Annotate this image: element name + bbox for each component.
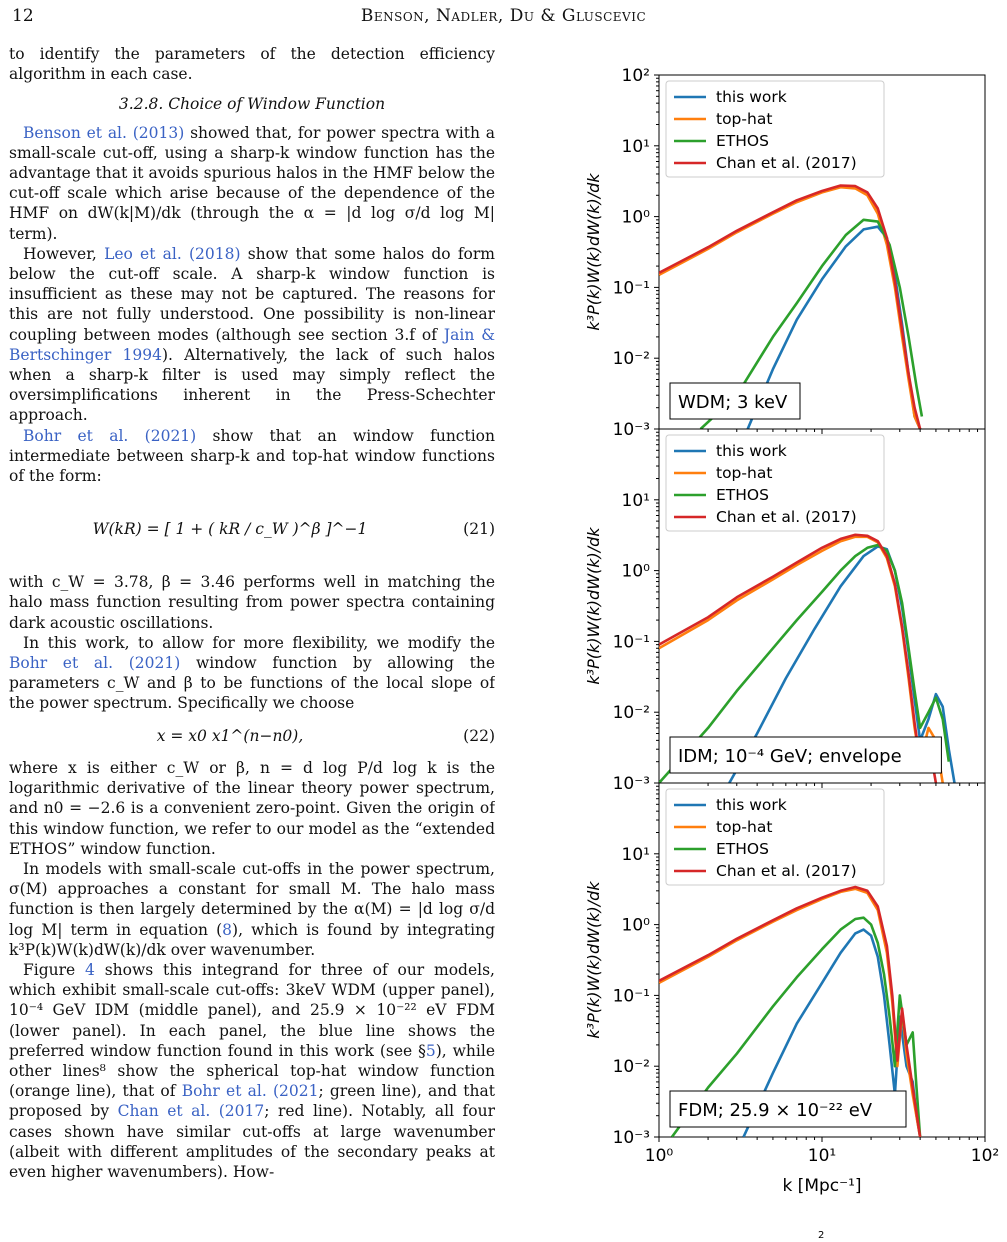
legend-entry: this work (716, 796, 787, 814)
paragraph-2-text-c: ). Alternatively, the lack of such halos when a sharp-k filter is used may simply reflect the oversimplifications inherent in the Press-Schechter approach. (9, 345, 495, 425)
paragraph-2 (9, 244, 495, 426)
citation-link[interactable]: Bohr et al. (2021) (9, 654, 181, 673)
legend-entry: Chan et al. (2017) (716, 154, 857, 172)
paragraph-8-text-c: ), while other lines⁸ show the spherical top-hat window function (orange line), that of (9, 1041, 495, 1101)
citation-link[interactable]: Bohr et al. (2021 (181, 1082, 319, 1101)
equation-21 (9, 498, 495, 560)
paragraph-4: with c_W = 3.78, β = 3.46 performs well in matching the halo mass function resulting from power spectra containing dark acoustic oscillations. (9, 573, 495, 632)
panel-label: FDM; 25.9 × 10⁻²² eV (678, 1100, 873, 1121)
y-tick-label: 10⁰ (621, 561, 650, 582)
y-tick-label: 10⁻³ (612, 774, 650, 794)
legend-entry: ETHOS (716, 840, 769, 858)
y-tick-label: 10⁰ (621, 915, 650, 936)
paragraph-1 (9, 123, 495, 244)
y-tick-label: 10⁻¹ (612, 278, 650, 299)
equation-21-number: (21) (463, 520, 495, 539)
legend-entry: this work (716, 442, 787, 460)
paragraph-2-text-a: However, (23, 244, 105, 263)
caption-fragment: 2 (818, 1230, 825, 1241)
legend-entry: top-hat (716, 464, 773, 482)
page-header (12, 6, 995, 30)
paragraph-8 (9, 960, 495, 1182)
y-tick-label: 10⁻¹ (612, 632, 650, 653)
y-axis-label: k³P(k)W(k)dW(k)/dk (584, 527, 603, 685)
chart-panel-2 (584, 429, 985, 794)
legend-entry: ETHOS (716, 132, 769, 150)
legend-entry: top-hat (716, 110, 773, 128)
citation-link[interactable]: Jain & Bertschinger 1994 (9, 325, 495, 364)
x-axis-label: k [Mpc⁻¹] (782, 1176, 862, 1196)
paragraph-5 (9, 633, 495, 714)
citation-link[interactable]: Bohr et al. (2021) (23, 426, 197, 445)
y-tick-label: 10² (621, 66, 650, 86)
running-title: Benson, Nadler, Du & Gluscevic (360, 6, 647, 26)
paragraph-8-text-d: ; green line), and that proposed by (9, 1082, 495, 1121)
paragraph-5-text-a: In this work, to allow for more flexibility, we modify the (23, 633, 495, 652)
y-tick-label: 10⁻² (612, 703, 650, 724)
paragraph-2-text-b: show that some halos do form below the cut-off scale. A sharp-k window function is insufficient as these may not be captured. The reasons for this are not fully understood. One possibility is non-linear coupling between modes (although see section 3.f of (9, 244, 495, 344)
paragraph-7-text-b: ), which is found by integrating k³P(k)W(k)dW(k)/dk over wavenumber. (9, 920, 495, 959)
x-tick-label: 10⁰ (644, 1146, 674, 1166)
paragraph-6: where x is either c_W or β, n = d log P/d log k is the logarithmic derivative of the linear theory power spectrum, and n0 = −2.6 is a convenient zero-point. Given the origin of this window function, we refer to our model as the “extended ETHOS” window function. (9, 758, 495, 858)
panel-label: IDM; 10⁻⁴ GeV; envelope (678, 746, 902, 767)
equation-ref-link[interactable]: 8 (222, 920, 233, 939)
figure-three-panel-chart (555, 60, 1007, 1242)
equation-22 (9, 726, 495, 746)
equation-22-number: (22) (463, 726, 495, 745)
legend-entry: top-hat (716, 818, 773, 836)
subsection-title: 3.2.8. Choice of Window Function (118, 95, 386, 114)
panel-label: WDM; 3 keV (678, 392, 788, 413)
y-axis-label: k³P(k)W(k)dW(k)/dk (584, 173, 603, 331)
citation-link[interactable]: Leo et al. (2018) (104, 244, 241, 263)
chart-panel-3 (584, 783, 999, 1166)
paragraph-8-text-e: ; red line). Notably, all four cases shown have similar cut-offs at large wavenumber (albeit with different amplitudes of the secondary peaks at even higher wavenumbers). How- (9, 1102, 495, 1181)
legend-entry: this work (716, 88, 787, 106)
text-column (9, 44, 495, 1242)
x-tick-label: 10² (970, 1146, 1000, 1166)
legend-entry: ETHOS (716, 486, 769, 504)
paragraph-8-text-a: Figure (23, 960, 86, 979)
y-tick-label: 10⁻¹ (612, 986, 650, 1007)
y-tick-label: 10⁻³ (612, 420, 650, 440)
y-tick-label: 10¹ (621, 490, 650, 511)
figure-ref-link[interactable]: 4 (85, 960, 95, 979)
paragraph-8-text-b: shows this integrand for three of our models, which exhibit small-scale cut-offs: 3keV WDM (upper panel), 10⁻⁴ GeV IDM (middle panel), and 25.9 × 10⁻²² eV FDM (lower panel). In each panel, the blue line shows the preferred window function found in this work (see § (9, 960, 495, 1060)
page-number: 12 (12, 6, 34, 26)
equation-22-body: x = x0 x1^(n−n0), (156, 726, 304, 745)
paragraph-intro-tail: to identify the parameters of the detection efficiency algorithm in each case. (9, 45, 495, 84)
paragraph-7-text-a: In models with small-scale cut-offs in the power spectrum, σ(M) approaches a constant for small M. The halo mass function is then largely determined by the α(M) = |d log σ/d log M| term in equation ( (9, 859, 495, 939)
legend-entry: Chan et al. (2017) (716, 862, 857, 880)
legend-entry: Chan et al. (2017) (716, 508, 857, 526)
y-tick-label: 10⁰ (621, 207, 650, 228)
paragraph-7 (9, 859, 495, 960)
x-tick-label: 10¹ (807, 1146, 837, 1166)
y-tick-label: 10⁻² (612, 349, 650, 370)
equation-21-body: W(kR) = [ 1 + ( kR / c_W )^β ]^−1 (92, 520, 368, 539)
citation-link[interactable]: Chan et al. (2017 (117, 1102, 265, 1121)
y-axis-label: k³P(k)W(k)dW(k)/dk (584, 881, 603, 1039)
paragraph-5-text-b: window function by allowing the parameters c_W and β to be functions of the local slope of the power spectrum. Specifically we choose (9, 654, 495, 713)
paragraph-3 (9, 426, 495, 487)
y-tick-label: 10¹ (621, 136, 650, 157)
y-tick-label: 10¹ (621, 844, 650, 865)
paragraph-3-text: show that an window function intermediate between sharp-k and top-hat window functions of the form: (9, 426, 495, 486)
section-ref-link[interactable]: 5 (425, 1041, 436, 1060)
chart-panel-1 (584, 66, 985, 440)
y-tick-label: 10⁻³ (612, 1128, 650, 1148)
y-tick-label: 10⁻² (612, 1057, 650, 1078)
paragraph-1-text: showed that, for power spectra with a small-scale cut-off, using a sharp-k window function has the advantage that it avoids spurious halos in the HMF below the cut-off scale which arise because of the dependence of the HMF on dW(k|M)/dk (through the α = |d log σ/d log M| term). (9, 123, 495, 243)
citation-link[interactable]: Benson et al. (2013) (23, 123, 185, 142)
